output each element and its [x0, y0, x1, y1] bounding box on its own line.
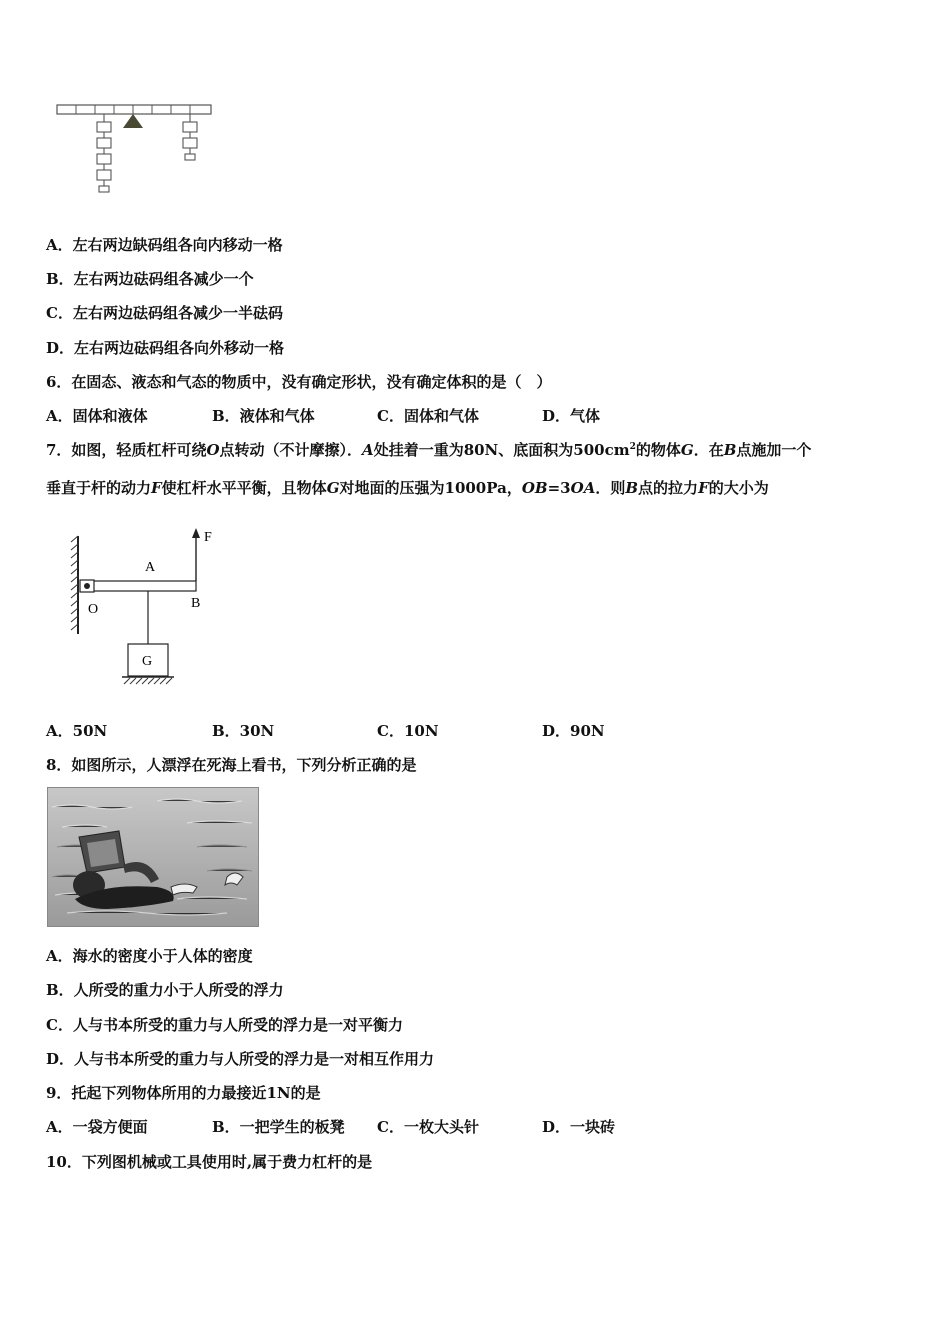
- q8-option-b: B．人所受的重力小于人所受的浮力: [46, 981, 284, 999]
- q7-stem-line1: 7．如图，轻质杠杆可绕O点转动（不计摩擦）．A处挂着一重为80N、底面积为$500cm^2$的物体G．在B点施加一个: [46, 441, 812, 459]
- floating-reader-photo: [47, 787, 259, 927]
- q6-option-c: C．固体和气体: [377, 407, 479, 425]
- q8-stem: 8．如图所示，人漂浮在死海上看书，下列分析正确的是: [46, 756, 417, 774]
- label-b: B: [191, 596, 201, 611]
- q5-option-a: A．左右两边缺码组各向内移动一格: [46, 236, 283, 254]
- q5-option-b: B．左右两边砝码组各减少一个: [46, 270, 254, 288]
- label-f: F: [204, 530, 212, 545]
- label-g: G: [142, 654, 153, 669]
- q8-option-d: D．人与书本所受的重力与人所受的浮力是一对相互作用力: [46, 1050, 435, 1068]
- q9-stem: 9．托起下列物体所用的力最接近1N的是: [46, 1084, 321, 1102]
- q7-option-c: C．10N: [377, 722, 439, 740]
- q8-option-a: A．海水的密度小于人体的密度: [46, 947, 253, 965]
- q6-stem: 6．在固态、液态和气态的物质中，没有确定形状，没有确定体积的是（ ）: [46, 373, 552, 391]
- q9-option-a: A．一袋方便面: [46, 1118, 148, 1136]
- q7-stem-line2: 垂直于杆的动力F使杠杆水平平衡，且物体G对地面的压强为1000Pa，OB=3OA．则B点的拉力F的大小为: [46, 479, 769, 497]
- label-a: A: [145, 560, 156, 575]
- q5-option-c: C．左右两边砝码组各减少一半砝码: [46, 304, 283, 322]
- balance-lever-figure: [52, 98, 218, 198]
- q9-option-c: C．一枚大头针: [377, 1118, 479, 1136]
- q7-option-a: A．50N: [46, 722, 108, 740]
- q7-option-b: B．30N: [212, 722, 275, 740]
- q6-option-d: D．气体: [542, 407, 601, 425]
- q9-option-b: B．一把学生的板凳: [212, 1118, 345, 1136]
- q6-option-a: A．固体和液体: [46, 407, 148, 425]
- lever-figure: [68, 526, 228, 692]
- label-o: O: [88, 602, 99, 617]
- q8-option-c: C．人与书本所受的重力与人所受的浮力是一对平衡力: [46, 1016, 403, 1034]
- q5-option-d: D．左右两边砝码组各向外移动一格: [46, 339, 285, 357]
- q9-option-d: D．一块砖: [542, 1118, 616, 1136]
- q6-option-b: B．液体和气体: [212, 407, 315, 425]
- q7-option-d: D．90N: [542, 722, 605, 740]
- q10-stem: 10．下列图机械或工具使用时,属于费力杠杆的是: [46, 1153, 373, 1171]
